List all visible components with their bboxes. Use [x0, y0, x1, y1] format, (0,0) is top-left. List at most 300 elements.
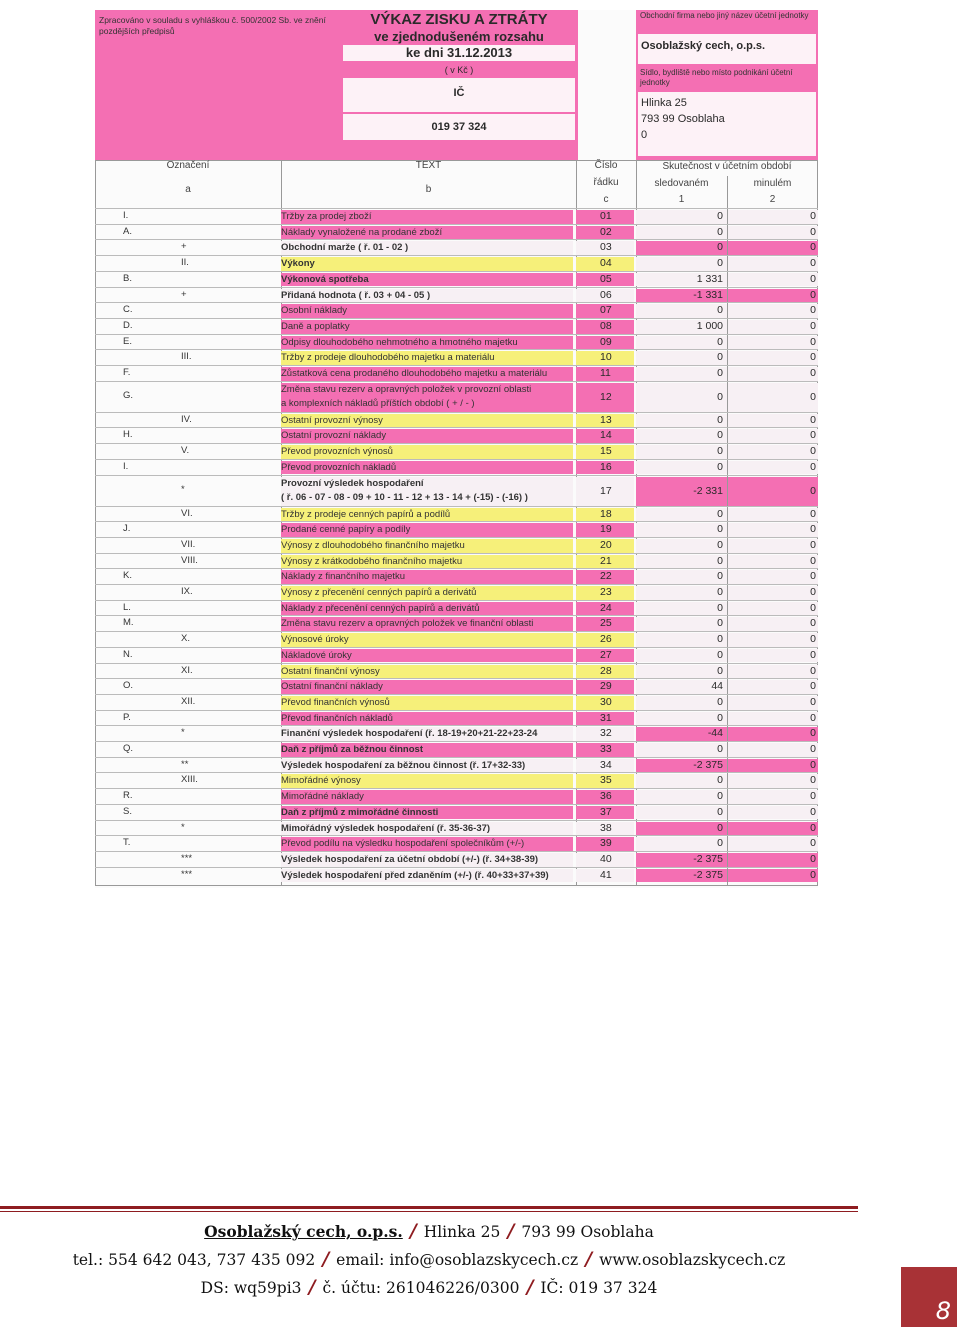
- seat-extra: 0: [641, 129, 648, 141]
- col-oznaceni: Označení: [166, 160, 210, 171]
- row-text: [281, 477, 573, 506]
- row-text: [281, 759, 573, 773]
- table-row: [95, 318, 818, 334]
- row-value-current: 0: [636, 539, 727, 553]
- row-text-line: Prodané cenné papíry a podíly: [281, 524, 411, 536]
- row-value-previous: 0: [728, 461, 818, 475]
- table-row: [95, 835, 818, 851]
- row-oznaceni: T.: [123, 837, 131, 849]
- row-value-previous: 0: [728, 602, 818, 616]
- row-oznaceni: IV.: [181, 413, 192, 425]
- row-text-line: Výnosy z krátkodobého finančního majetku: [281, 555, 463, 567]
- row-value-previous: 0: [728, 759, 818, 773]
- row-value-current: 0: [636, 351, 727, 365]
- row-number: 12: [576, 383, 634, 412]
- table-row: [95, 334, 818, 350]
- footer-ic: IČ: 019 37 324: [540, 1279, 658, 1297]
- col-letter-c: c: [603, 194, 609, 205]
- row-oznaceni: F.: [123, 367, 131, 378]
- row-number: 19: [576, 523, 634, 537]
- row-value-previous: 0: [728, 680, 818, 694]
- row-text: [281, 461, 573, 475]
- row-text-line: Ostatní finanční výnosy: [281, 665, 380, 677]
- row-number: 22: [576, 570, 634, 584]
- row-number: 27: [576, 649, 634, 663]
- table-row: [95, 757, 818, 773]
- row-oznaceni: *: [181, 727, 185, 739]
- row-oznaceni: O.: [123, 680, 134, 692]
- col-radku: řádku: [593, 177, 619, 188]
- table-row: [95, 255, 818, 271]
- row-value-current: 0: [636, 226, 727, 240]
- row-value-current: 0: [636, 336, 727, 350]
- row-number: 03: [576, 241, 634, 255]
- row-oznaceni: A.: [123, 225, 132, 237]
- row-value-previous: 0: [728, 649, 818, 663]
- footer-web[interactable]: www.osoblazskycech.cz: [599, 1251, 786, 1269]
- row-value-current: -2 331: [636, 477, 727, 506]
- row-text: [281, 555, 573, 569]
- row-number: 15: [576, 445, 634, 459]
- row-oznaceni: II.: [181, 257, 189, 269]
- header-entity-panel: [636, 10, 818, 160]
- row-number: 28: [576, 665, 634, 679]
- row-text-line: Tržby za prodej zboží: [281, 211, 372, 222]
- row-number: 35: [576, 774, 634, 788]
- row-number: 05: [576, 273, 634, 287]
- row-oznaceni: P.: [123, 711, 131, 723]
- row-text-line: Nákladové úroky: [281, 649, 352, 661]
- row-number: 13: [576, 414, 634, 428]
- row-value-previous: 0: [728, 633, 818, 647]
- row-value-previous: 0: [728, 853, 818, 867]
- table-row: [95, 506, 818, 522]
- table-row: [95, 710, 818, 726]
- row-text-line: Výsledek hospodaření za účetní období (+/-) (ř. 34+38-39): [281, 853, 539, 865]
- row-oznaceni: L.: [123, 601, 131, 613]
- row-number: 06: [576, 289, 634, 303]
- row-value-current: 0: [636, 712, 727, 726]
- row-text: [281, 774, 573, 788]
- row-value-current: 0: [636, 383, 727, 412]
- row-number: 41: [576, 869, 634, 883]
- table-row: [95, 349, 818, 365]
- row-value-current: 0: [636, 602, 727, 616]
- row-text-line: Převod finančních nákladů: [281, 712, 393, 724]
- row-number: 40: [576, 853, 634, 867]
- table-row: [95, 537, 818, 553]
- row-value-current: 0: [636, 210, 727, 224]
- row-number: 30: [576, 696, 634, 710]
- row-oznaceni: S.: [123, 805, 132, 817]
- footer-line-2: [0, 1248, 858, 1270]
- table-row: [95, 381, 818, 412]
- row-text: [281, 226, 573, 240]
- row-number: 08: [576, 320, 634, 334]
- row-text-line: Daň z příjmů za běžnou činnost: [281, 744, 423, 755]
- row-number: 10: [576, 351, 634, 365]
- row-value-current: 0: [636, 743, 727, 757]
- row-value-previous: 0: [728, 586, 818, 600]
- row-oznaceni: K.: [123, 570, 132, 582]
- row-text: [281, 273, 573, 287]
- row-text: [281, 806, 573, 820]
- row-text-line: ( ř. 06 - 07 - 08 - 09 + 10 - 11 - 12 + 13 - 14 + (-15) - (-16) ): [281, 491, 528, 503]
- row-value-previous: 0: [728, 289, 818, 303]
- row-value-previous: 0: [728, 790, 818, 804]
- row-oznaceni: D.: [123, 319, 133, 331]
- row-value-previous: 0: [728, 226, 818, 240]
- table-row: [95, 647, 818, 663]
- table-row: [95, 867, 818, 883]
- row-text-line: Převod podílu na výsledku hospodaření společníkům (+/-): [281, 838, 525, 850]
- row-number: 14: [576, 429, 634, 443]
- col-sledovanem: sledovaném: [654, 178, 709, 189]
- row-text: [281, 336, 573, 350]
- report-date: ke dni 31.12.2013: [343, 45, 575, 61]
- row-oznaceni: ***: [181, 852, 193, 864]
- row-text: [281, 304, 573, 318]
- row-text: [281, 414, 573, 428]
- row-value-current: 0: [636, 555, 727, 569]
- row-oznaceni: V.: [181, 445, 190, 457]
- header-title-panel: [340, 10, 578, 160]
- row-value-current: -44: [636, 727, 727, 741]
- row-value-previous: 0: [728, 523, 818, 537]
- row-value-previous: 0: [728, 414, 818, 428]
- row-number: 32: [576, 727, 634, 741]
- row-text-line: Výkonová spotřeba: [281, 273, 369, 285]
- row-value-current: 0: [636, 523, 727, 537]
- footer-email[interactable]: email: info@osoblazskycech.cz: [336, 1251, 579, 1269]
- row-text-line: Výkony: [281, 258, 315, 270]
- row-text: [281, 743, 573, 757]
- row-oznaceni: XI.: [181, 664, 193, 676]
- col-number-1: 1: [678, 194, 685, 205]
- row-text: [281, 508, 573, 522]
- table-row: [95, 615, 818, 631]
- row-text: [281, 445, 573, 459]
- row-value-current: 44: [636, 680, 727, 694]
- row-text-line: Výnosové úroky: [281, 634, 349, 646]
- row-value-previous: 0: [728, 696, 818, 710]
- row-text: [281, 822, 573, 836]
- separator: /: [526, 1276, 534, 1298]
- row-value-current: -1 331: [636, 289, 727, 303]
- row-value-previous: 0: [728, 570, 818, 584]
- row-value-previous: 0: [728, 210, 818, 224]
- row-text-line: Ostatní finanční náklady: [281, 681, 383, 693]
- row-text-line: Výnosy z přecenění cenných papírů a derivátů: [281, 587, 477, 598]
- table-row: [95, 412, 818, 428]
- row-text-line: Zůstatková cena prodaného dlouhodobého majetku a materiálu: [281, 368, 548, 379]
- row-value-current: 1 331: [636, 273, 727, 287]
- row-value-current: 0: [636, 649, 727, 663]
- table-row: [95, 788, 818, 804]
- table-row: [95, 208, 818, 224]
- row-number: 37: [576, 806, 634, 820]
- row-number: 39: [576, 837, 634, 851]
- row-number: 02: [576, 226, 634, 240]
- footer-ds: DS: wq59pi3: [200, 1279, 302, 1297]
- row-oznaceni: X.: [181, 633, 190, 645]
- row-oznaceni: *: [181, 821, 185, 833]
- separator: /: [409, 1220, 417, 1242]
- row-text-line: Daň z příjmů z mimořádné činnosti: [281, 806, 439, 818]
- row-oznaceni: I.: [123, 210, 129, 221]
- row-value-current: 0: [636, 570, 727, 584]
- row-value-previous: 0: [728, 837, 818, 851]
- row-oznaceni: III.: [181, 351, 192, 363]
- firm-name: Osoblažský cech, o.p.s.: [638, 34, 816, 64]
- row-value-previous: 0: [728, 429, 818, 443]
- table-row: [95, 741, 818, 757]
- row-text: [281, 351, 573, 365]
- table-row: [95, 663, 818, 679]
- header-left-panel: [95, 10, 340, 160]
- col-skutecnost: Skutečnost v účetním období: [662, 161, 792, 172]
- separator: /: [507, 1220, 515, 1242]
- col-number-2: 2: [769, 194, 776, 205]
- separator: /: [585, 1248, 593, 1270]
- row-oznaceni: +: [181, 241, 187, 253]
- row-value-current: 0: [636, 790, 727, 804]
- row-value-previous: 0: [728, 351, 818, 365]
- row-text-line: Tržby z prodeje cenných papírů a podílů: [281, 508, 451, 520]
- row-oznaceni: XIII.: [181, 774, 198, 786]
- row-value-current: 0: [636, 367, 727, 381]
- row-text-line: Náklady z přecenění cenných papírů a derivátů: [281, 602, 480, 614]
- row-value-previous: 0: [728, 743, 818, 757]
- row-text: [281, 210, 573, 224]
- table-row: [95, 772, 818, 788]
- row-oznaceni: *: [181, 483, 185, 495]
- table-row: [95, 475, 818, 506]
- row-value-current: 0: [636, 461, 727, 475]
- row-value-current: 0: [636, 257, 727, 271]
- legal-note: Zpracováno v souladu s vyhláškou č. 500/2002 Sb. ve znění pozdějších předpisů: [99, 15, 326, 36]
- footer-city: 793 99 Osoblaha: [521, 1223, 654, 1241]
- row-oznaceni: R.: [123, 790, 133, 802]
- row-value-previous: 0: [728, 336, 818, 350]
- footer-company: Osoblažský cech, o.p.s.: [204, 1222, 403, 1241]
- row-value-current: -2 375: [636, 853, 727, 867]
- row-text-line: Mimořádný výsledek hospodaření (ř. 35-36-37): [281, 822, 491, 834]
- table-row: [95, 568, 818, 584]
- row-text-line: Daně a poplatky: [281, 320, 350, 332]
- row-value-previous: 0: [728, 508, 818, 522]
- firm-label: Obchodní firma nebo jiný název účetní jednotky: [640, 11, 809, 20]
- row-text-line: Výsledek hospodaření před zdaněním (+/-) (ř. 40+33+37+39): [281, 869, 549, 881]
- row-text: [281, 602, 573, 616]
- row-value-current: 0: [636, 304, 727, 318]
- table-row: [95, 239, 818, 255]
- table-row: [95, 443, 818, 459]
- col-minulem: minulém: [753, 178, 792, 189]
- row-text: [281, 523, 573, 537]
- row-text-line: Výsledek hospodaření za běžnou činnost (ř. 17+32-33): [281, 759, 526, 771]
- row-text-line: a komplexních nákladů příštích období ( + / - ): [281, 397, 475, 409]
- row-text-line: Tržby z prodeje dlouhodobého majetku a materiálu: [281, 352, 495, 364]
- row-text: [281, 429, 573, 443]
- row-text: [281, 539, 573, 553]
- seat-address: [638, 92, 816, 156]
- row-text-line: Provozní výsledek hospodaření: [281, 477, 424, 489]
- seat-city: 793 99 Osoblaha: [641, 113, 725, 125]
- row-value-previous: 0: [728, 617, 818, 631]
- row-oznaceni: ***: [181, 868, 193, 880]
- row-value-current: 0: [636, 806, 727, 820]
- row-number: 21: [576, 555, 634, 569]
- row-value-current: 0: [636, 822, 727, 836]
- row-oznaceni: Q.: [123, 743, 134, 754]
- row-text: [281, 790, 573, 804]
- row-value-previous: 0: [728, 445, 818, 459]
- col-text: TEXT: [415, 160, 442, 171]
- table-row: [95, 631, 818, 647]
- col-cislo: Číslo: [594, 160, 618, 171]
- row-number: 36: [576, 790, 634, 804]
- row-number: 01: [576, 210, 634, 224]
- row-value-current: 1 000: [636, 320, 727, 334]
- ic-value: 019 37 324: [343, 114, 575, 140]
- row-value-current: 0: [636, 586, 727, 600]
- row-text-line: Odpisy dlouhodobého nehmotného a hmotného majetku: [281, 336, 518, 348]
- row-text: [281, 696, 573, 710]
- row-value-current: 0: [636, 414, 727, 428]
- table-row: [95, 553, 818, 569]
- table-row: [95, 584, 818, 600]
- footer-street: Hlinka 25: [423, 1223, 501, 1241]
- row-oznaceni: J.: [123, 523, 131, 535]
- row-number: 07: [576, 304, 634, 318]
- table-row: [95, 851, 818, 867]
- row-text-line: Převod provozních výnosů: [281, 446, 393, 458]
- row-oznaceni: VI.: [181, 507, 193, 519]
- footer-line-3: [0, 1276, 858, 1298]
- row-number: 31: [576, 712, 634, 726]
- table-row: [95, 820, 818, 836]
- seat-label: Sídlo, bydliště nebo místo podnikání účetní jednotky: [640, 68, 793, 87]
- row-number: 24: [576, 602, 634, 616]
- row-value-previous: 0: [728, 712, 818, 726]
- row-number: 25: [576, 617, 634, 631]
- row-text-line: Změna stavu rezerv a opravných položek v provozní oblasti: [281, 383, 532, 395]
- col-letter-a: a: [185, 184, 191, 195]
- row-value-current: 0: [636, 696, 727, 710]
- currency-unit: ( v Kč ): [444, 65, 474, 75]
- row-text: [281, 367, 573, 381]
- row-oznaceni: C.: [123, 304, 133, 316]
- row-value-previous: 0: [728, 869, 818, 883]
- table-row: [95, 678, 818, 694]
- row-number: 23: [576, 586, 634, 600]
- row-value-previous: 0: [728, 477, 818, 506]
- row-oznaceni: VII.: [181, 538, 196, 550]
- table-row: [95, 600, 818, 616]
- row-value-previous: 0: [728, 304, 818, 318]
- col-letter-b: b: [425, 184, 432, 195]
- row-text: [281, 586, 573, 600]
- row-value-current: 0: [636, 837, 727, 851]
- row-number: 16: [576, 461, 634, 475]
- row-value-previous: 0: [728, 727, 818, 741]
- row-number: 34: [576, 759, 634, 773]
- row-text: [281, 570, 573, 584]
- row-oznaceni: E.: [123, 335, 132, 347]
- row-value-current: 0: [636, 508, 727, 522]
- row-value-current: 0: [636, 665, 727, 679]
- row-text: [281, 241, 573, 255]
- row-value-current: 0: [636, 774, 727, 788]
- row-text: [281, 680, 573, 694]
- footer-rule: [0, 1206, 858, 1209]
- table-row: [95, 302, 818, 318]
- row-text-line: Náklady vynaložené na prodané zboží: [281, 226, 443, 238]
- row-text: [281, 633, 573, 647]
- table-row: [95, 459, 818, 475]
- row-text: [281, 320, 573, 334]
- row-oznaceni: B.: [123, 272, 132, 284]
- row-number: 38: [576, 822, 634, 836]
- row-text-line: Mimořádné náklady: [281, 791, 364, 803]
- row-text-line: Mimořádné výnosy: [281, 775, 361, 787]
- row-oznaceni: I.: [123, 460, 129, 472]
- row-value-previous: 0: [728, 806, 818, 820]
- row-text-line: Výnosy z dlouhodobého finančního majetku: [281, 539, 465, 551]
- row-number: 26: [576, 633, 634, 647]
- row-text-line: Přidaná hodnota ( ř. 03 + 04 - 05 ): [281, 289, 431, 301]
- table-row: [95, 427, 818, 443]
- row-text: [281, 289, 573, 303]
- row-text-line: Ostatní provozní náklady: [281, 430, 387, 442]
- row-value-current: -2 375: [636, 869, 727, 883]
- row-text-line: Náklady z finančního majetku: [281, 571, 406, 583]
- footer-line-1: [0, 1220, 858, 1242]
- table-row: [95, 694, 818, 710]
- page-number-box: [901, 1267, 957, 1327]
- row-number: 17: [576, 477, 634, 506]
- ic-label: IČ: [343, 78, 575, 112]
- row-oznaceni: IX.: [181, 586, 193, 597]
- row-number: 33: [576, 743, 634, 757]
- row-number: 18: [576, 508, 634, 522]
- table-row: [95, 804, 818, 820]
- row-text: [281, 383, 573, 412]
- row-value-current: -2 375: [636, 759, 727, 773]
- row-oznaceni: +: [181, 288, 187, 300]
- row-text: [281, 712, 573, 726]
- row-value-previous: 0: [728, 241, 818, 255]
- row-value-current: 0: [636, 429, 727, 443]
- page-number: 8: [935, 1297, 951, 1325]
- report-subtitle: ve zjednodušeném rozsahu: [374, 29, 544, 44]
- row-number: 11: [576, 367, 634, 381]
- row-text-line: Ostatní provozní výnosy: [281, 414, 383, 426]
- row-text: [281, 853, 573, 867]
- row-value-current: 0: [636, 445, 727, 459]
- row-value-previous: 0: [728, 383, 818, 412]
- row-oznaceni: M.: [123, 617, 134, 629]
- separator: /: [308, 1276, 316, 1298]
- row-text: [281, 649, 573, 663]
- row-text: [281, 257, 573, 271]
- row-value-previous: 0: [728, 555, 818, 569]
- row-oznaceni: N.: [123, 648, 133, 660]
- separator: /: [322, 1248, 330, 1270]
- row-text: [281, 727, 573, 741]
- row-text: [281, 837, 573, 851]
